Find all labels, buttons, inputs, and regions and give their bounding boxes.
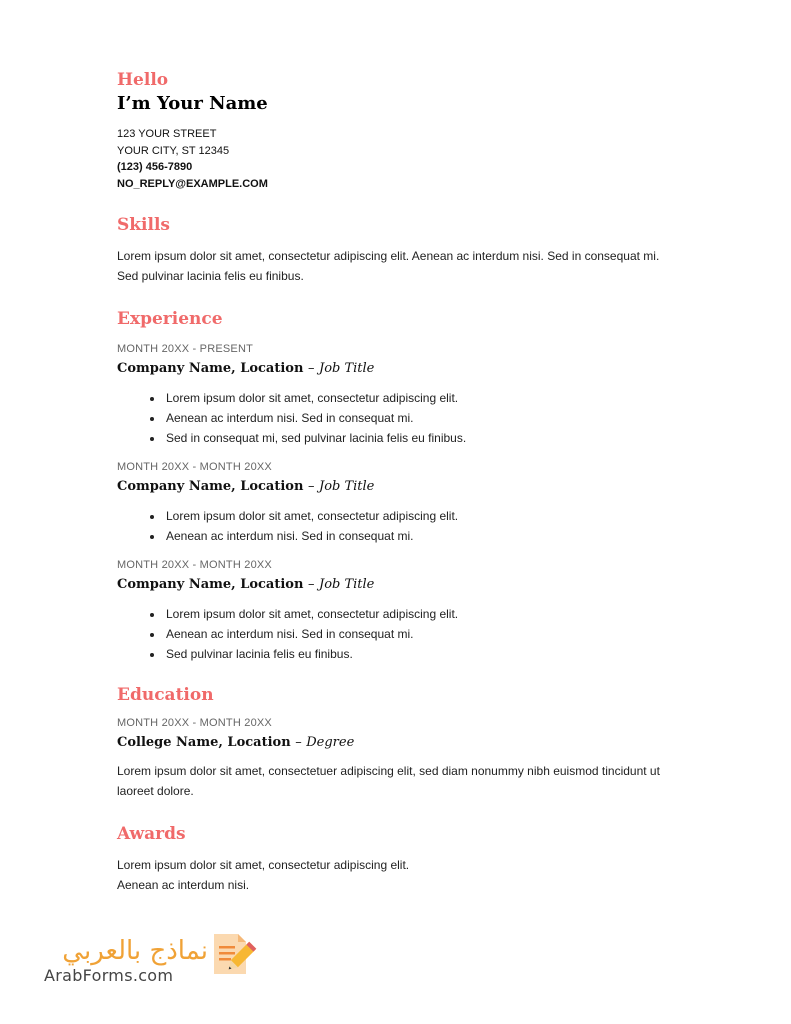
degree-title: Degree [306, 735, 355, 750]
role-separator: – [307, 577, 315, 592]
city-address: YOUR CITY, ST 12345 [117, 144, 230, 157]
watermark-latin-text: ArabForms.com [44, 966, 174, 985]
job-entry [117, 460, 677, 546]
company-name: Company Name, Location [117, 577, 304, 592]
job-dates: MONTH 20XX - PRESENT [117, 343, 254, 355]
watermark-arabic-text: نماذج بالعربي [62, 936, 208, 966]
job-entry [117, 558, 677, 664]
awards-line: Aenean ac interdum nisi. [117, 878, 250, 892]
job-role [117, 360, 677, 378]
job-bullets [117, 388, 677, 448]
awards-heading: Awards [117, 824, 186, 844]
awards-text [117, 855, 677, 895]
college-name: College Name, Location [117, 735, 291, 750]
list-item: • Sed in consequat mi, sed pulvinar lacinia felis eu finibus. [164, 428, 677, 448]
arabforms-watermark [30, 928, 260, 988]
role-separator: – [295, 735, 302, 750]
list-item: • Lorem ipsum dolor sit amet, consectetur adipiscing elit. [164, 388, 677, 408]
job-title: Job Title [318, 361, 375, 376]
full-name: I’m Your Name [117, 93, 268, 114]
street-address: 123 YOUR STREET [117, 128, 217, 140]
role-separator: – [307, 361, 315, 376]
list-item: • Lorem ipsum dolor sit amet, consectetur adipiscing elit. [164, 506, 677, 526]
skills-heading: Skills [117, 215, 171, 235]
list-item: • Lorem ipsum dolor sit amet, consectetur adipiscing elit. [164, 604, 677, 624]
list-item: • Aenean ac interdum nisi. Sed in consequat mi. [164, 624, 677, 644]
education-dates: MONTH 20XX - MONTH 20XX [117, 717, 272, 729]
education-role [117, 734, 677, 752]
experience-heading: Experience [117, 309, 223, 329]
list-item: • Aenean ac interdum nisi. Sed in consequat mi. [164, 526, 677, 546]
job-title: Job Title [318, 577, 375, 592]
list-item: • Aenean ac interdum nisi. Sed in consequat mi. [164, 408, 677, 428]
job-dates: MONTH 20XX - MONTH 20XX [117, 461, 272, 473]
contact-block [117, 126, 677, 192]
job-title: Job Title [318, 479, 375, 494]
document-pencil-icon [210, 930, 258, 978]
job-role [117, 576, 677, 594]
company-name: Company Name, Location [117, 479, 304, 494]
company-name: Company Name, Location [117, 361, 304, 376]
education-text: Lorem ipsum dolor sit amet, consectetuer adipiscing elit, sed diam nonummy nibh euismod tincidunt ut laoreet dolore. [117, 764, 660, 798]
email-address: NO_REPLY@EXAMPLE.COM [117, 177, 268, 190]
job-role [117, 478, 677, 496]
list-item: • Sed pulvinar lacinia felis eu finibus. [164, 644, 677, 664]
education-entry [117, 716, 677, 801]
greeting: Hello [117, 70, 169, 90]
skills-text: Lorem ipsum dolor sit amet, consectetur adipiscing elit. Aenean ac interdum nisi. Sed in consequat mi. Sed pulvinar lacinia felis eu finibus. [117, 249, 660, 283]
resume-page [117, 68, 677, 895]
job-dates: MONTH 20XX - MONTH 20XX [117, 559, 272, 571]
education-heading: Education [117, 685, 214, 705]
phone-number: (123) 456-7890 [117, 161, 193, 173]
role-separator: – [307, 479, 315, 494]
job-entry [117, 342, 677, 448]
job-bullets [117, 604, 677, 664]
awards-line: Lorem ipsum dolor sit amet, consectetur adipiscing elit. [117, 858, 410, 872]
job-bullets [117, 506, 677, 546]
